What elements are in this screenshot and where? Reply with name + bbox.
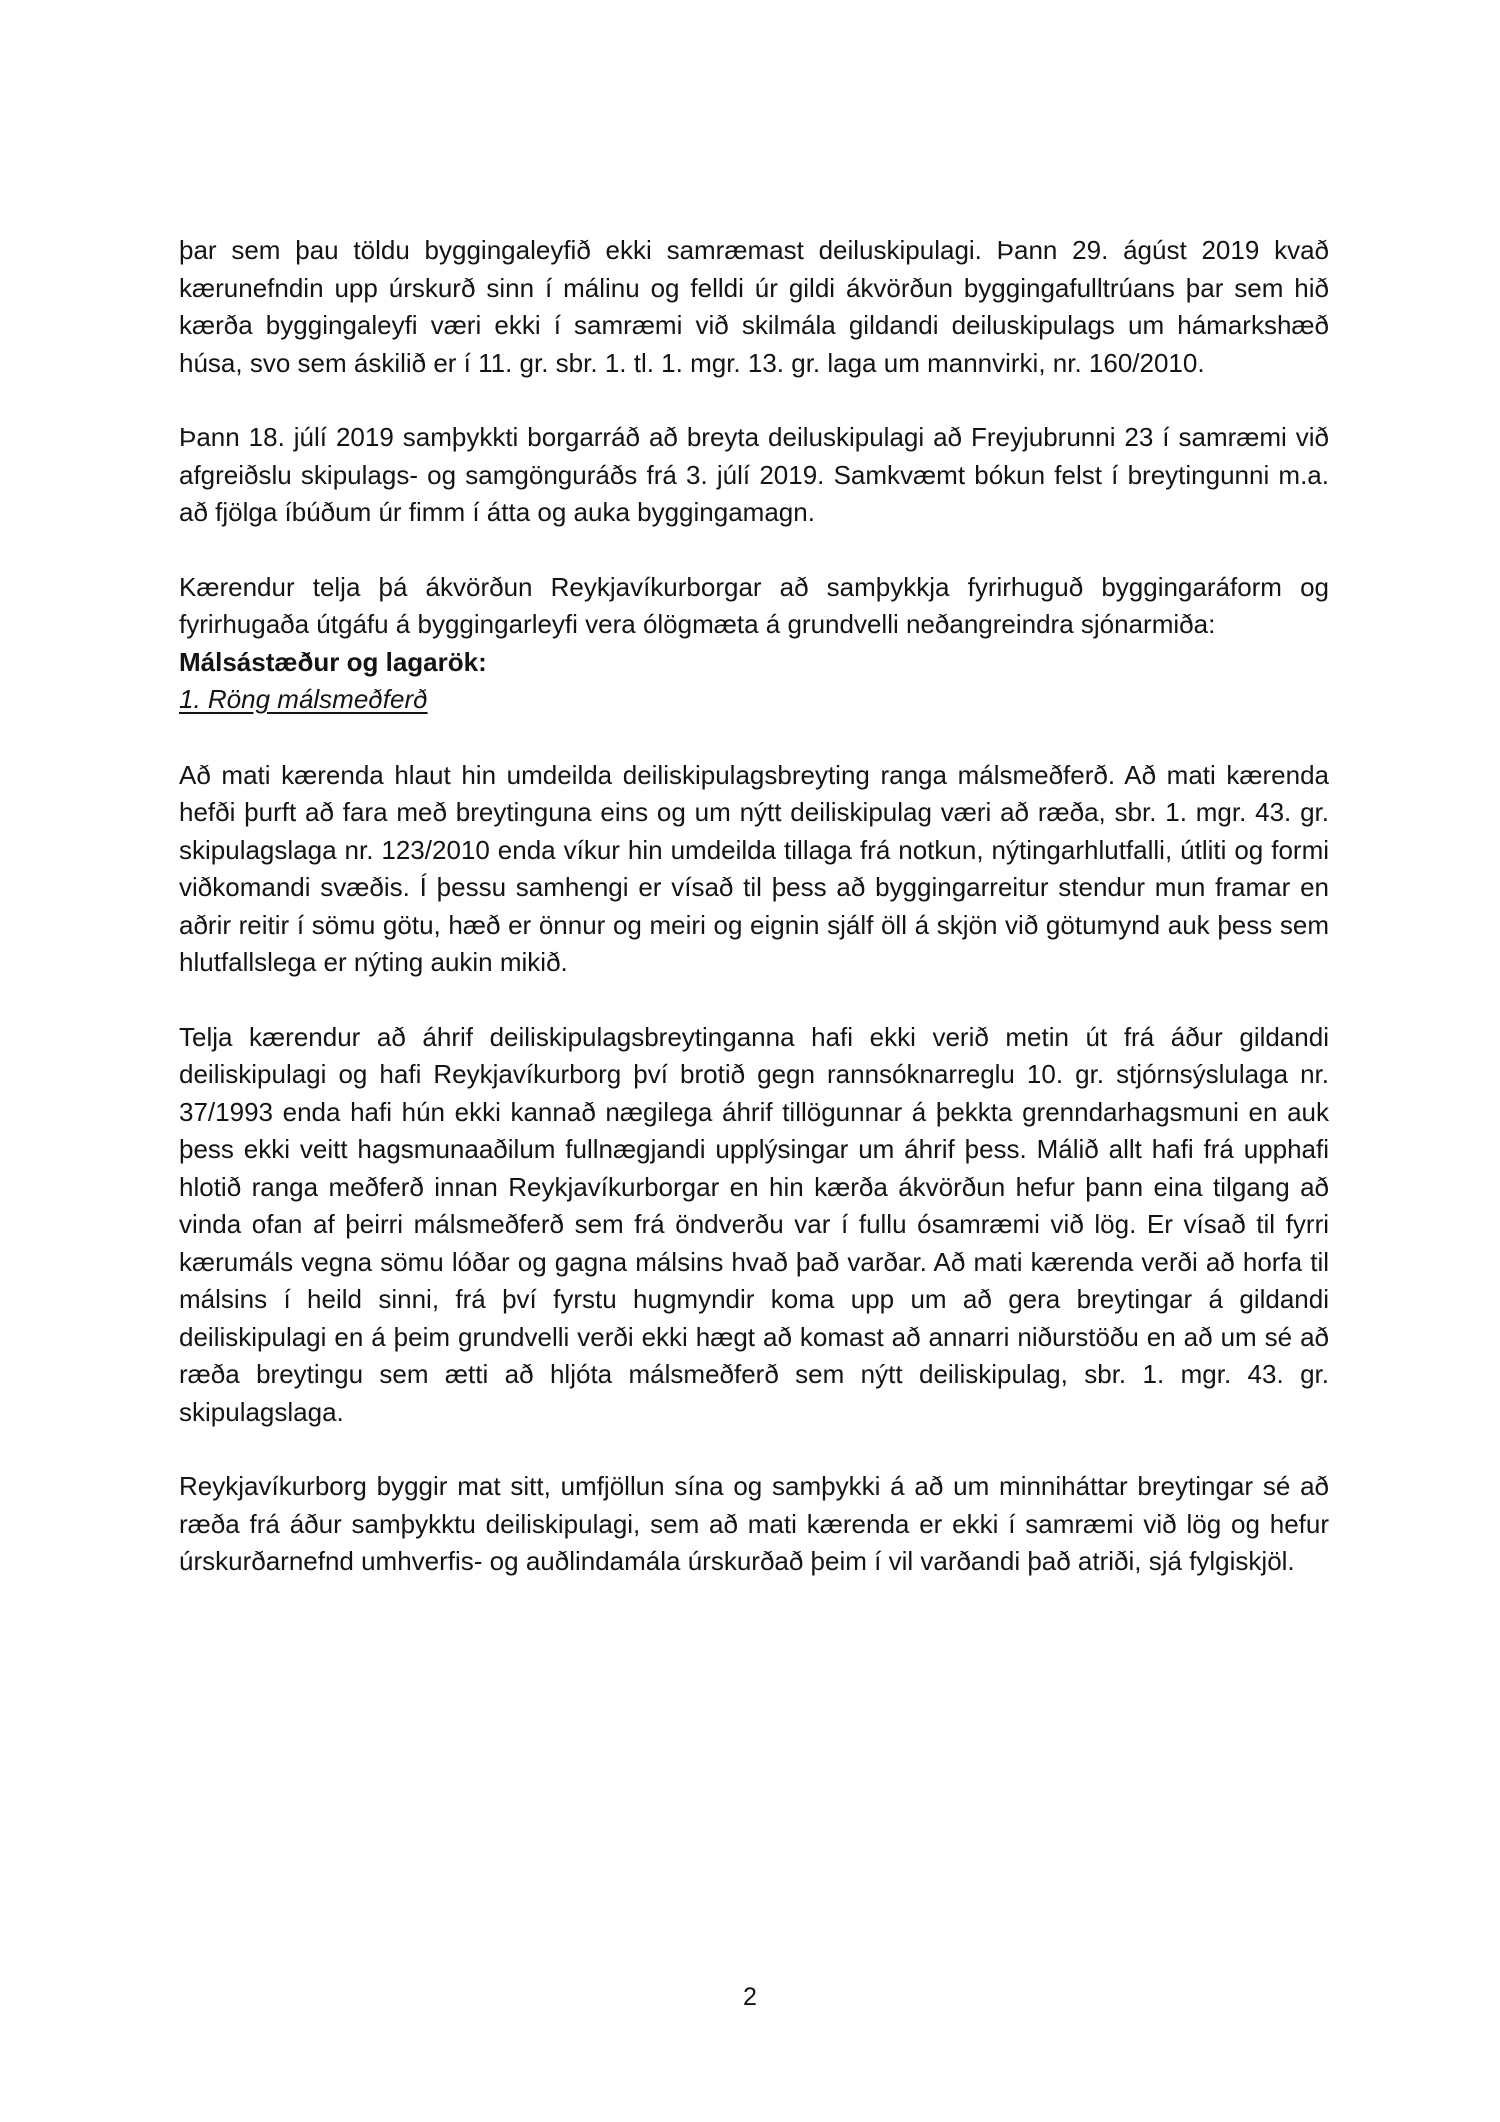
paragraph-appellants-claim: Kærendur telja þá ákvörðun Reykjavíkurborgar að samþykkja fyrirhuguð byggingaráform og fyrirhugaða útgáfu á byggingarleyfi vera ólögmæta á grundvelli neðangreindra sjónarmiða:	[179, 571, 1329, 639]
paragraph-minor-changes: Reykjavíkurborg byggir mat sitt, umfjöllun sína og samþykki á að um minniháttar breytingar sé að ræða frá áður samþykktu deiliskipulagi, sem að mati kærenda er ekki í samræmi við lög og hefur úrskurðarnefnd umhverfis- og auðlindamála úrskurðað þeim í vil varðandi það atriði, sjá fylgiskjöl.	[179, 1471, 1329, 1576]
paragraph-building-permit-ruling: þar sem þau töldu byggingaleyfið ekki samræmast deiluskipulagi. Þann 29. ágúst 2019 kvað kærunefndin upp úrskurð sinn í málinu og felldi úr gildi ákvörðun byggingafulltrúans þar sem hið kærða byggingaleyfi væri ekki í samræmi við skilmála gildandi deiluskipulags um hámarkshæð húsa, svo sem áskilið er í 11. gr. sbr. 1. tl. 1. mgr. 13. gr. laga um mannvirki, nr. 160/2010.	[179, 235, 1329, 378]
page-number: 2	[743, 1983, 757, 2011]
paragraph-wrong-procedure: Að mati kærenda hlaut hin umdeilda deiliskipulagsbreyting ranga málsmeðferð. Að mati kærenda hefði þurft að fara með breytinguna eins og um nýtt deiliskipulag væri að ræða, sbr. 1. mgr. 43. gr. skipulagslaga nr. 123/2010 enda víkur hin umdeilda tillaga frá notkun, nýtingarhlutfalli, útliti og formi viðkomandi svæðis. Í þessu samhengi er vísað til þess að byggingarreitur stendur mun framar en aðrir reitir í sömu götu, hæð er önnur og meiri og eignin sjálf öll á skjön við götumynd auk þess sem hlutfallslega er nýting aukin mikið.	[179, 759, 1329, 977]
document-page	[179, 232, 1329, 1581]
paragraph-investigation-rule: Telja kærendur að áhrif deiliskipulagsbreytinganna hafi ekki verið metin út frá áður gildandi deiliskipulagi og hafi Reykjavíkurborg því brotið gegn rannsóknarreglu 10. gr. stjórnsýslulaga nr. 37/1993 enda hafi hún ekki kannað nægilega áhrif tillögunnar á þekkta grenndarhagsmuni en auk þess ekki veitt hagsmunaaðilum fullnægjandi upplýsingar um áhrif þess. Málið allt hafi frá upphafi hlotið ranga meðferð innan Reykjavíkurborgar en hin kærða ákvörðun hefur þann eina tilgang að vinda ofan af þeirri málsmeðferð sem frá öndverðu var í fullu ósamræmi við lög. Er vísað til fyrri kærumáls vegna sömu lóðar og gagna málsins hvað það varðar. Að mati kærenda verði að horfa til málsins í heild sinni, frá því fyrstu hugmyndir koma upp um að gera breytingar á gildandi deiliskipulagi en á þeim grundvelli verði ekki hægt að komast að annarri niðurstöðu en að um sé að ræða breytingu sem ætti að hljóta málsmeðferð sem nýtt deiliskipulag, sbr. 1. mgr. 43. gr. skipulagslaga.	[179, 1021, 1329, 1427]
paragraph-city-council-approval: Þann 18. júlí 2019 samþykkti borgarráð að breyta deiluskipulagi að Freyjubrunni 23 í samræmi við afgreiðslu skipulags- og samgönguráðs frá 3. júlí 2019. Samkvæmt bókun felst í breytingunni m.a. að fjölga íbúðum úr fimm í átta og auka byggingamagn.	[179, 422, 1329, 527]
subsection-heading: 1. Röng málsmeðferð	[179, 684, 428, 714]
section-heading: Málsástæður og lagarök:	[179, 646, 487, 677]
